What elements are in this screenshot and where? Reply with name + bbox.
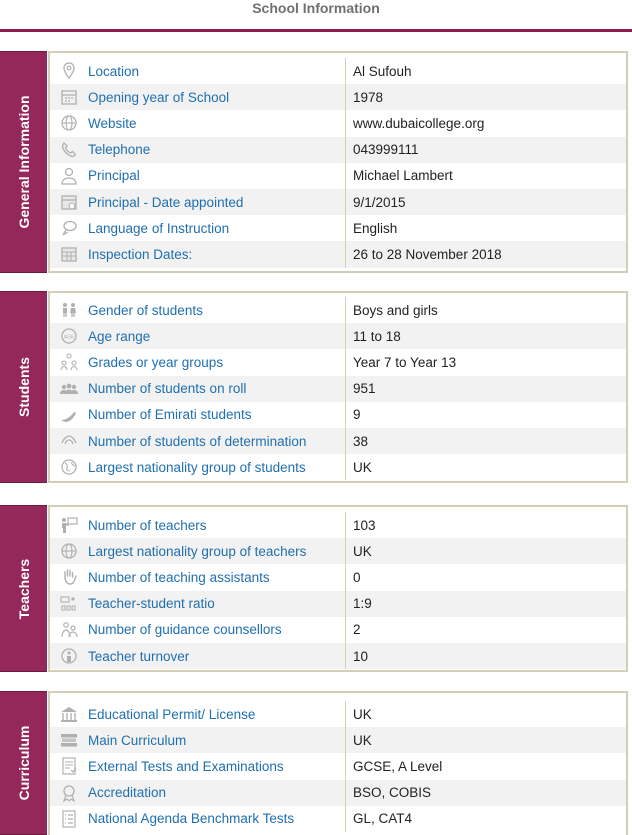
world-icon (50, 454, 88, 480)
gender-icon (50, 297, 88, 323)
row-value: 1978 (353, 89, 384, 105)
table-row (50, 643, 626, 669)
section-general-information (0, 51, 632, 273)
row-value: 26 to 28 November 2018 (353, 246, 502, 262)
section-label-teachers: Teachers (0, 505, 47, 672)
speech-bubble-icon (50, 215, 88, 241)
page-header (0, 0, 632, 32)
books-icon (50, 727, 88, 753)
table-general-information (48, 51, 628, 273)
rosette-icon (50, 780, 88, 806)
table-row (50, 163, 626, 189)
table-row (50, 454, 626, 480)
row-value: UK (353, 543, 372, 559)
table-row (50, 58, 626, 84)
crowd-icon (50, 376, 88, 402)
row-label: Number of guidance counsellors (88, 617, 346, 643)
table-row (50, 428, 626, 454)
row-value: UK (353, 732, 372, 748)
building-icon (50, 701, 88, 727)
row-label: Educational Permit/ License (88, 701, 346, 727)
row-value: GL, CAT4 (353, 811, 413, 827)
row-label: Number of Emirati students (88, 402, 346, 428)
row-value: BSO, COBIS (353, 785, 432, 801)
table-row (50, 137, 626, 163)
row-value: 9 (353, 407, 361, 423)
row-label: Grades or year groups (88, 349, 346, 375)
row-value: 043999111 (353, 142, 419, 158)
row-value: 2 (353, 622, 361, 638)
row-label: Opening year of School (88, 84, 346, 110)
row-value: 1:9 (353, 596, 372, 612)
row-value: 38 (353, 433, 369, 449)
teacher-board-icon (50, 512, 88, 538)
row-value: GCSE, A Level (353, 758, 443, 774)
row-label: Principal (88, 163, 346, 189)
row-label: Teacher-student ratio (88, 591, 346, 617)
table-curriculum (48, 691, 628, 835)
checklist-icon (50, 806, 88, 832)
phone-icon (50, 137, 88, 163)
globe-person-icon (50, 538, 88, 564)
svg-text:AGE: AGE (63, 334, 75, 341)
row-value: Year 7 to Year 13 (353, 354, 457, 370)
row-value: 0 (353, 569, 361, 585)
table-row (50, 701, 626, 727)
row-value: UK (353, 459, 372, 475)
row-label: Teacher turnover (88, 643, 346, 669)
row-value: 11 to 18 (353, 328, 401, 344)
row-label: Number of teachers (88, 512, 346, 538)
table-row (50, 753, 626, 779)
calendar-check-icon (50, 189, 88, 215)
table-row (50, 564, 626, 590)
row-value: 951 (353, 381, 376, 397)
row-label: Principal - Date appointed (88, 189, 346, 215)
table-row (50, 349, 626, 375)
table-row (50, 780, 626, 806)
person-icon (50, 163, 88, 189)
counsellor-icon (50, 617, 88, 643)
row-label: Telephone (88, 137, 346, 163)
row-value: 9/1/2015 (353, 194, 406, 210)
section-curriculum (0, 691, 632, 835)
raised-hand-icon (50, 564, 88, 590)
row-label: Age range (88, 323, 346, 349)
row-value: Michael Lambert (353, 168, 453, 184)
table-row (50, 323, 626, 349)
row-label: Main Curriculum (88, 727, 346, 753)
table-row (50, 538, 626, 564)
test-paper-icon (50, 753, 88, 779)
row-label: Number of students on roll (88, 376, 346, 402)
table-teachers (48, 505, 628, 672)
section-students (0, 291, 632, 483)
table-row (50, 402, 626, 428)
row-label: Inspection Dates: (88, 241, 346, 267)
section-label-curriculum: Curriculum (0, 691, 47, 835)
row-label: National Agenda Benchmark Tests (88, 806, 346, 832)
row-label: Website (88, 110, 346, 136)
table-row (50, 84, 626, 110)
table-row (50, 591, 626, 617)
table-students (48, 291, 628, 483)
row-value: Al Sufouh (353, 63, 412, 79)
row-label: Location (88, 58, 346, 84)
table-row (50, 215, 626, 241)
table-row (50, 512, 626, 538)
table-row (50, 189, 626, 215)
row-label: Number of students of determination (88, 428, 346, 454)
classroom-icon (50, 591, 88, 617)
hands-icon (50, 428, 88, 454)
row-label: Largest nationality group of students (88, 454, 346, 480)
table-row (50, 617, 626, 643)
section-label-students: Students (0, 291, 47, 483)
calendar-grid-icon (50, 241, 88, 267)
row-label: Language of Instruction (88, 215, 346, 241)
table-row (50, 110, 626, 136)
row-value: www.dubaicollege.org (353, 115, 485, 131)
table-row (50, 727, 626, 753)
globe-icon (50, 110, 88, 136)
section-teachers (0, 505, 632, 672)
age-gauge-icon (50, 323, 88, 349)
page-title: School Information (252, 0, 380, 16)
location-pin-icon (50, 58, 88, 84)
row-label: Gender of students (88, 297, 346, 323)
row-value: 103 (353, 517, 376, 533)
row-value: UK (353, 706, 372, 722)
turnover-icon (50, 643, 88, 669)
row-label: Largest nationality group of teachers (88, 538, 346, 564)
row-value: Boys and girls (353, 302, 438, 318)
grade-group-icon (50, 349, 88, 375)
row-label: External Tests and Examinations (88, 753, 346, 779)
section-label-general-information: General Information (0, 51, 47, 273)
row-label: Accreditation (88, 780, 346, 806)
table-row (50, 806, 626, 832)
table-row (50, 241, 626, 267)
row-value: English (353, 220, 398, 236)
uae-map-icon (50, 402, 88, 428)
row-value: 10 (353, 648, 369, 664)
calendar-icon (50, 84, 88, 110)
table-row (50, 376, 626, 402)
row-label: Number of teaching assistants (88, 564, 346, 590)
table-row (50, 297, 626, 323)
